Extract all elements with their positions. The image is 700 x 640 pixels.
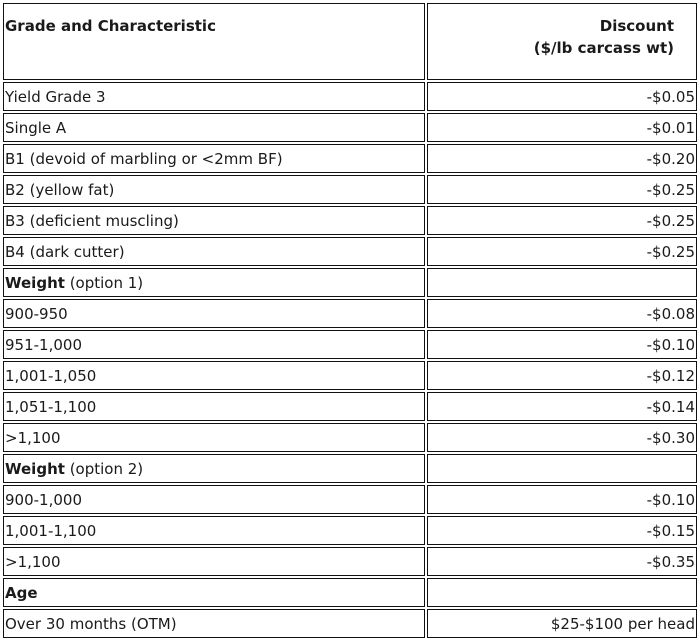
row-label-cell: [3, 113, 425, 142]
row-label-cell: [3, 299, 425, 328]
row-value-cell: [427, 82, 697, 111]
row-value: -$0.01: [646, 118, 695, 137]
table-row: [3, 144, 697, 173]
table-row: [3, 206, 697, 235]
table-row: [3, 237, 697, 266]
section-value-cell: [427, 578, 697, 607]
row-value-cell: [427, 299, 697, 328]
row-label: Yield Grade 3: [5, 87, 106, 106]
table-section-row: [3, 454, 697, 483]
row-label: Single A: [5, 118, 67, 137]
row-value-cell: [427, 361, 697, 390]
row-value-cell: [427, 609, 697, 638]
row-value-cell: [427, 175, 697, 204]
row-label-cell: [3, 144, 425, 173]
row-value-cell: [427, 237, 697, 266]
section-label-cell: [3, 578, 425, 607]
section-label-bold: Age: [5, 583, 38, 602]
header-discount: [427, 3, 697, 80]
row-label-cell: [3, 516, 425, 545]
table-row: [3, 299, 697, 328]
row-label: >1,100: [5, 552, 61, 571]
header-right-line2: ($/lb carcass wt): [533, 39, 674, 57]
row-value: -$0.25: [646, 180, 695, 199]
table-section-row: [3, 268, 697, 297]
row-value-cell: [427, 392, 697, 421]
row-label: 900-1,000: [5, 490, 82, 509]
row-value-cell: [427, 330, 697, 359]
section-label-bold: Weight: [5, 459, 65, 478]
row-value-cell: [427, 113, 697, 142]
table-section-row: [3, 578, 697, 607]
table-row: [3, 175, 697, 204]
table-row: [3, 392, 697, 421]
section-label-cell: [3, 268, 425, 297]
row-label: >1,100: [5, 428, 61, 447]
row-label-cell: [3, 485, 425, 514]
row-value: -$0.08: [646, 304, 695, 323]
row-value: -$0.20: [646, 149, 695, 168]
section-label-bold: Weight: [5, 273, 65, 292]
row-label: B1 (devoid of marbling or <2mm BF): [5, 149, 283, 168]
table-row: [3, 82, 697, 111]
row-label-cell: [3, 609, 425, 638]
discount-table: [1, 1, 699, 640]
row-value: -$0.10: [646, 490, 695, 509]
table-header-row: [3, 3, 697, 80]
row-value-cell: [427, 206, 697, 235]
row-label-cell: [3, 330, 425, 359]
header-grade-characteristic: [3, 3, 425, 80]
table-row: [3, 516, 697, 545]
row-label: 1,001-1,100: [5, 521, 97, 540]
table-row: [3, 330, 697, 359]
row-value: -$0.35: [646, 552, 695, 571]
section-label-cell: [3, 454, 425, 483]
row-value: $25-$100 per head: [550, 614, 695, 633]
row-value: -$0.25: [646, 242, 695, 261]
row-value: -$0.14: [646, 397, 695, 416]
row-label-cell: [3, 206, 425, 235]
row-value: -$0.25: [646, 211, 695, 230]
row-value-cell: [427, 423, 697, 452]
row-label: Over 30 months (OTM): [5, 614, 177, 633]
row-value: -$0.10: [646, 335, 695, 354]
header-right-line1: Discount: [599, 17, 674, 35]
table-row: [3, 361, 697, 390]
row-value-cell: [427, 485, 697, 514]
row-value: -$0.30: [646, 428, 695, 447]
row-label: B4 (dark cutter): [5, 242, 125, 261]
row-label: 951-1,000: [5, 335, 82, 354]
table-row: [3, 113, 697, 142]
table-row: [3, 547, 697, 576]
row-label: 900-950: [5, 304, 68, 323]
row-value: -$0.05: [646, 87, 695, 106]
row-value-cell: [427, 547, 697, 576]
row-label-cell: [3, 237, 425, 266]
row-value-cell: [427, 144, 697, 173]
row-label-cell: [3, 423, 425, 452]
section-value-cell: [427, 268, 697, 297]
row-value: -$0.15: [646, 521, 695, 540]
section-label: (option 2): [64, 459, 144, 478]
row-label: 1,001-1,050: [5, 366, 97, 385]
row-label-cell: [3, 361, 425, 390]
row-label: B3 (deficient muscling): [5, 211, 179, 230]
header-left-label: Grade and Characteristic: [5, 17, 216, 35]
table-row: [3, 423, 697, 452]
row-label: B2 (yellow fat): [5, 180, 115, 199]
table-row: [3, 609, 697, 638]
row-value-cell: [427, 516, 697, 545]
row-label-cell: [3, 392, 425, 421]
row-value: -$0.12: [646, 366, 695, 385]
row-label-cell: [3, 175, 425, 204]
section-value-cell: [427, 454, 697, 483]
section-label: (option 1): [64, 273, 144, 292]
row-label: 1,051-1,100: [5, 397, 97, 416]
table-row: [3, 485, 697, 514]
row-label-cell: [3, 547, 425, 576]
row-label-cell: [3, 82, 425, 111]
